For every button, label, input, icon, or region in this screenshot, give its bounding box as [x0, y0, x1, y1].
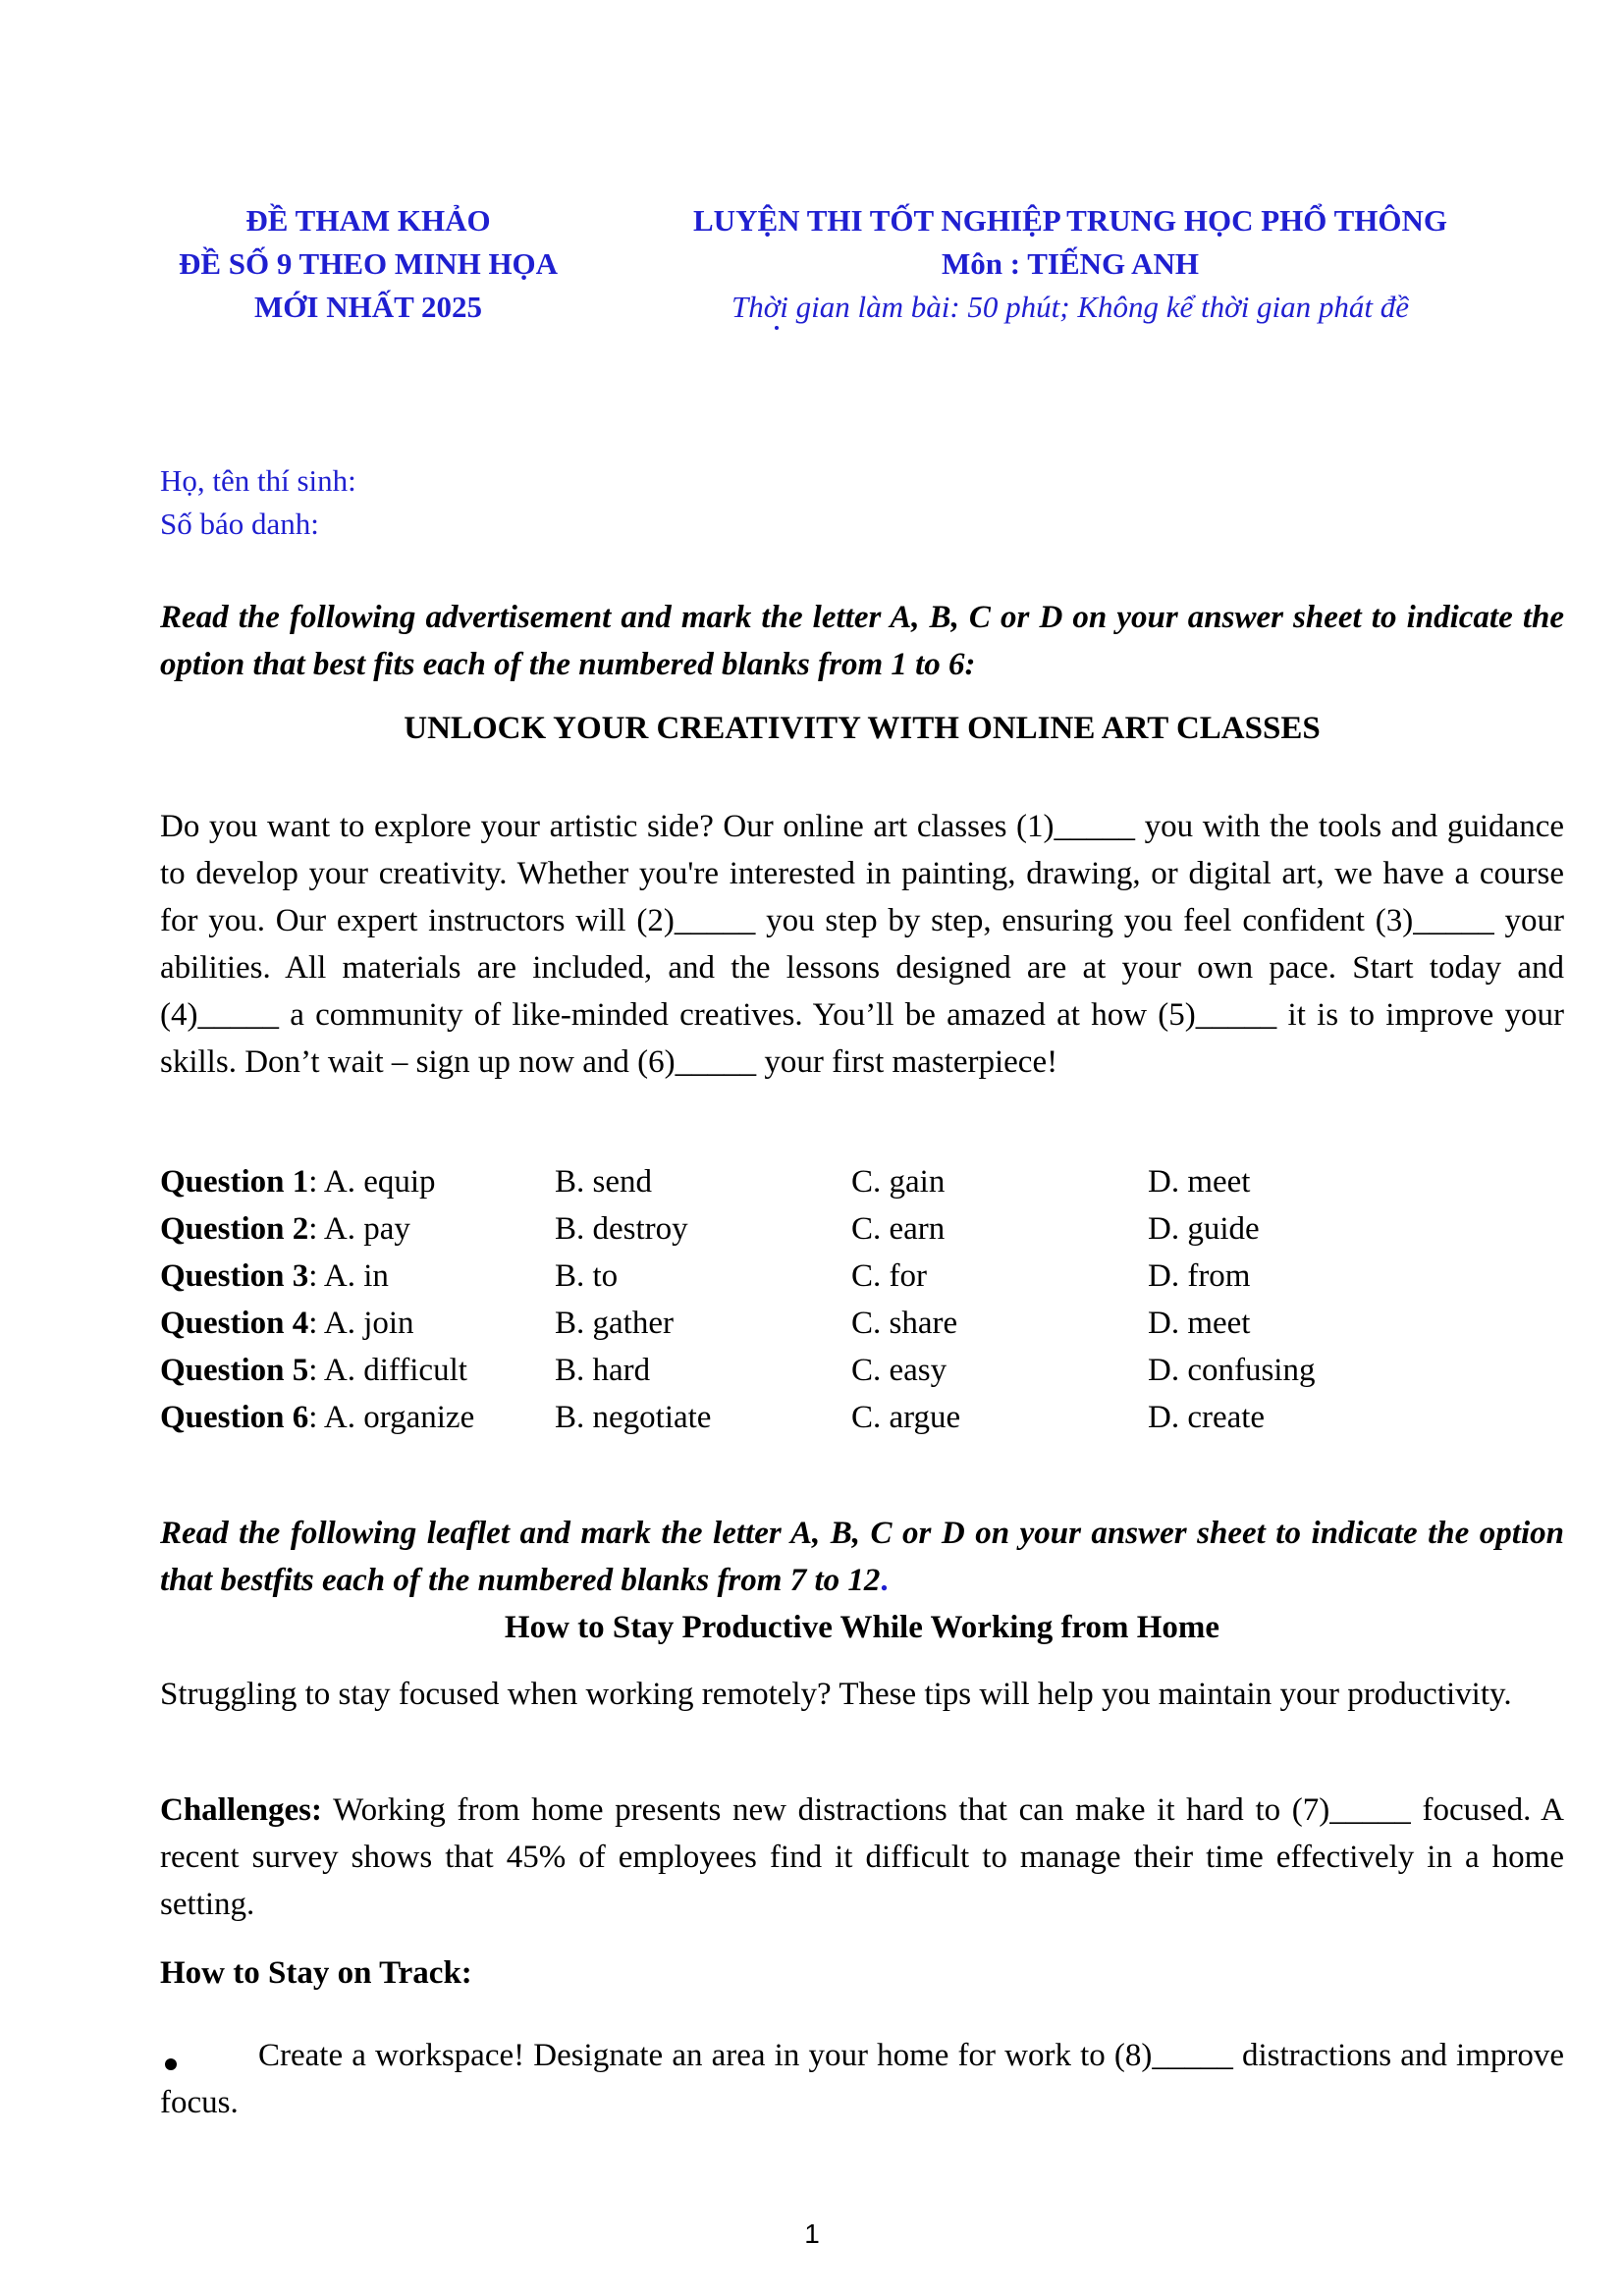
question-label: Question 4	[160, 1306, 309, 1341]
option-a: : A. pay	[308, 1211, 410, 1247]
section1-title: UNLOCK YOUR CREATIVITY WITH ONLINE ART CLASSES	[404, 711, 1321, 746]
question-row	[160, 1347, 1564, 1394]
question-row	[160, 1394, 1564, 1441]
option-b: B. negotiate	[555, 1400, 712, 1435]
header-reference-label: ĐỀ THAM KHẢO	[245, 203, 491, 238]
section2-track-heading: How to Stay on Track:	[160, 1955, 472, 1991]
header-time-limit: Thời gian làm bài: 50 phút; Không kể thời gian phát đề	[731, 290, 1410, 324]
option-a: : A. join	[308, 1306, 414, 1341]
section2-instruction-period: .	[880, 1563, 889, 1598]
section2-intro: Struggling to stay focused when working remotely? These tips will help you maintain your productivity.	[160, 1677, 1512, 1712]
question-2	[160, 1205, 410, 1253]
candidate-id-label: Số báo danh:	[160, 507, 319, 541]
section2-instruction	[160, 1510, 1564, 1604]
section1-passage: Do you want to explore your artistic side? Our online art classes (1)_____ you with the tools and guidance to develop your creativity. Whether you're interested in painting, drawing, or digital art, we have a course for you. Our expert instructors will (2)_____ you step by step, ensuring you feel confident (3)_____ your abilities. All materials are included, and the lessons designed are at your own pace. Start today and (4)_____ a community of like-minded creatives. You’ll be amazed at how (5)_____ it is to improve your skills. Don’t wait – sign up now and (6)_____ your first masterpiece!	[160, 809, 1564, 1080]
section2-title: How to Stay Productive While Working from Home	[504, 1610, 1220, 1645]
option-b: B. send	[555, 1164, 652, 1200]
option-c: C. gain	[851, 1164, 946, 1200]
option-c: C. earn	[851, 1211, 946, 1247]
option-c: C. share	[851, 1306, 958, 1341]
header-subject: Môn : TIẾNG ANH	[941, 246, 1200, 281]
question-row	[160, 1158, 1564, 1205]
option-c: C. easy	[851, 1353, 947, 1388]
question-5	[160, 1347, 467, 1394]
option-a: : A. in	[308, 1258, 389, 1294]
question-row	[160, 1205, 1564, 1253]
option-b: B. gather	[555, 1306, 674, 1341]
page-number: 1	[804, 2218, 820, 2249]
option-d: D. guide	[1148, 1211, 1260, 1247]
option-d: D. meet	[1148, 1164, 1251, 1200]
challenges-text: Working from home presents new distractions that can make it hard to (7)_____ focused. A recent survey shows that 45% of employees find it difficult to manage their time effectively in a home setting.	[160, 1792, 1564, 1922]
option-c: C. argue	[851, 1400, 961, 1435]
question-row	[160, 1300, 1564, 1347]
header-dot	[775, 326, 779, 330]
option-b: B. to	[555, 1258, 619, 1294]
option-b: B. hard	[555, 1353, 651, 1388]
question-label: Question 2	[160, 1211, 309, 1247]
option-d: D. from	[1148, 1258, 1251, 1294]
question-1	[160, 1158, 436, 1205]
option-d: D. create	[1148, 1400, 1266, 1435]
option-a: : A. equip	[308, 1164, 436, 1200]
question-row	[160, 1253, 1564, 1300]
question-label: Question 5	[160, 1353, 309, 1388]
header-year: MỚI NHẤT 2025	[254, 290, 482, 324]
question-label: Question 1	[160, 1164, 309, 1200]
question-6	[160, 1394, 474, 1441]
section2-bullet-1: Create a workspace! Designate an area in your home for work to (8)_____ distractions and improve focus.	[160, 2038, 1564, 2120]
section2-instruction-text: Read the following leaflet and mark the letter A, B, C or D on your answer sheet to indicate the option that bestfits each of the numbered blanks from 7 to 12	[160, 1516, 1564, 1598]
header-exam-number: ĐỀ SỐ 9 THEO MINH HỌA	[178, 246, 559, 281]
candidate-info	[160, 459, 356, 546]
question-3	[160, 1253, 389, 1300]
option-b: B. destroy	[555, 1211, 688, 1247]
option-a: : A. difficult	[308, 1353, 467, 1388]
option-d: D. confusing	[1148, 1353, 1316, 1388]
candidate-name-label: Họ, tên thí sinh:	[160, 463, 356, 498]
challenges-label: Challenges:	[160, 1792, 322, 1828]
option-d: D. meet	[1148, 1306, 1251, 1341]
question-label: Question 6	[160, 1400, 309, 1435]
section1-instruction: Read the following advertisement and mark the letter A, B, C or D on your answer sheet to indicate the option that best fits each of the numbered blanks from 1 to 6:	[160, 600, 1564, 682]
option-c: C. for	[851, 1258, 927, 1294]
header-exam-title: LUYỆN THI TỐT NGHIỆP TRUNG HỌC PHỔ THÔNG	[693, 203, 1447, 238]
section2-challenges	[160, 1787, 1564, 1928]
header-right-block	[619, 199, 1522, 329]
question-4	[160, 1300, 414, 1347]
header-left-block	[157, 199, 579, 329]
question-label: Question 3	[160, 1258, 309, 1294]
option-a: : A. organize	[308, 1400, 475, 1435]
